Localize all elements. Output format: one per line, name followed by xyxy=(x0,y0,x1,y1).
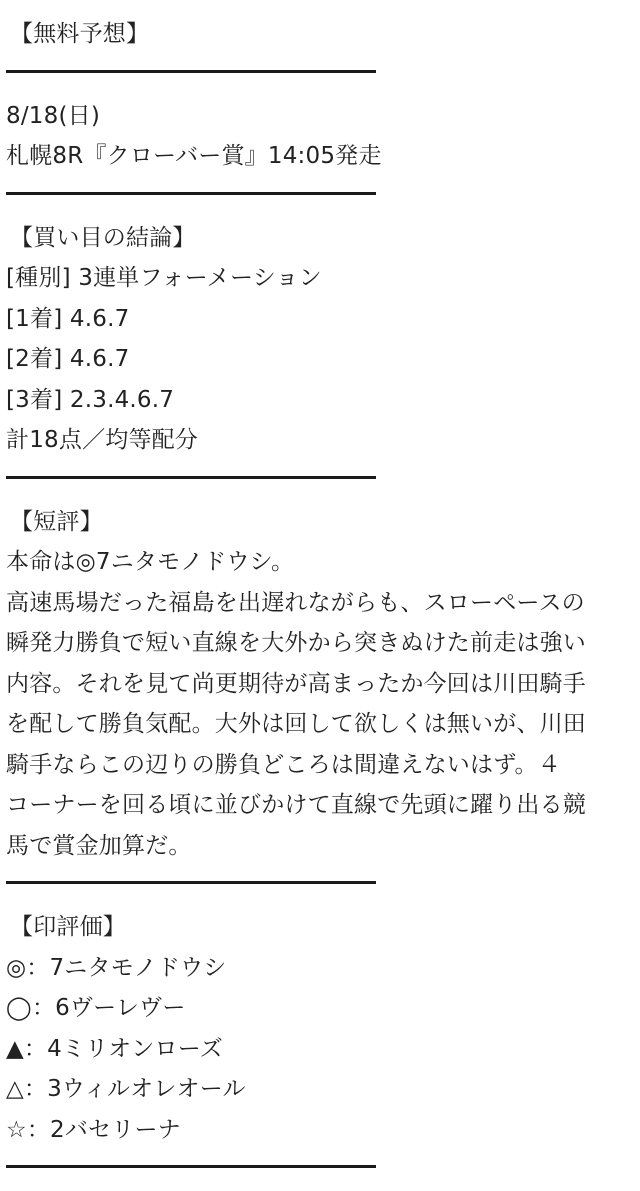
review-header: 【短評】 xyxy=(10,508,103,535)
review-line: 本命は◎7ニタモノドウシ。 xyxy=(6,549,295,575)
review-line: 馬で賞金加算だ。 xyxy=(6,832,192,859)
review-line: コーナーを回る頃に並びかけて直線で先頭に躍り出る競 xyxy=(6,792,586,818)
bet-third-place: [3着] 2.3.4.6.7 xyxy=(6,386,175,413)
divider xyxy=(6,881,376,884)
divider xyxy=(6,476,376,479)
review-line: を配して勝負気配。大外は回して欲しくは無いが、川田 xyxy=(6,711,586,737)
divider xyxy=(6,192,376,195)
mark-item: ◎：7ニタモノドウシ xyxy=(6,954,227,981)
mark-item: ▲：4ミリオンローズ xyxy=(6,1035,223,1062)
mark-item: ☆：2バセリーナ xyxy=(6,1116,181,1143)
review-line: 高速馬場だった福島を出遅れながらも、スローペースの xyxy=(6,589,585,616)
review-text xyxy=(6,542,634,866)
race-date: 8/18(日) xyxy=(6,102,100,129)
free-prediction-header: 【無料予想】 xyxy=(10,21,150,47)
divider xyxy=(6,1165,376,1168)
review-line: 内容。それを見て尚更期待が高まったか今回は川田騎手 xyxy=(6,670,586,697)
bet-type: [種別] 3連単フォーメーション xyxy=(6,265,322,291)
article-body xyxy=(6,14,634,1191)
mark-item: △：3ウィルオレオール xyxy=(6,1076,246,1102)
bet-conclusion-header: 【買い目の結論】 xyxy=(10,224,196,251)
marks-header: 【印評価】 xyxy=(10,914,126,940)
race-info: 札幌8R『クローバー賞』14:05発走 xyxy=(6,143,382,169)
bet-second-place: [2着] 4.6.7 xyxy=(6,346,130,372)
divider xyxy=(6,70,376,73)
review-line: 瞬発力勝負で短い直線を大外から突きぬけた前走は強い xyxy=(6,630,586,656)
mark-item: ◯：6ヴーレヴー xyxy=(6,995,186,1021)
bet-first-place: [1着] 4.6.7 xyxy=(6,305,130,332)
review-line: 騎手ならこの辺りの勝負どころは間違えないはず。４ xyxy=(6,751,561,778)
bet-total: 計18点／均等配分 xyxy=(6,427,199,453)
